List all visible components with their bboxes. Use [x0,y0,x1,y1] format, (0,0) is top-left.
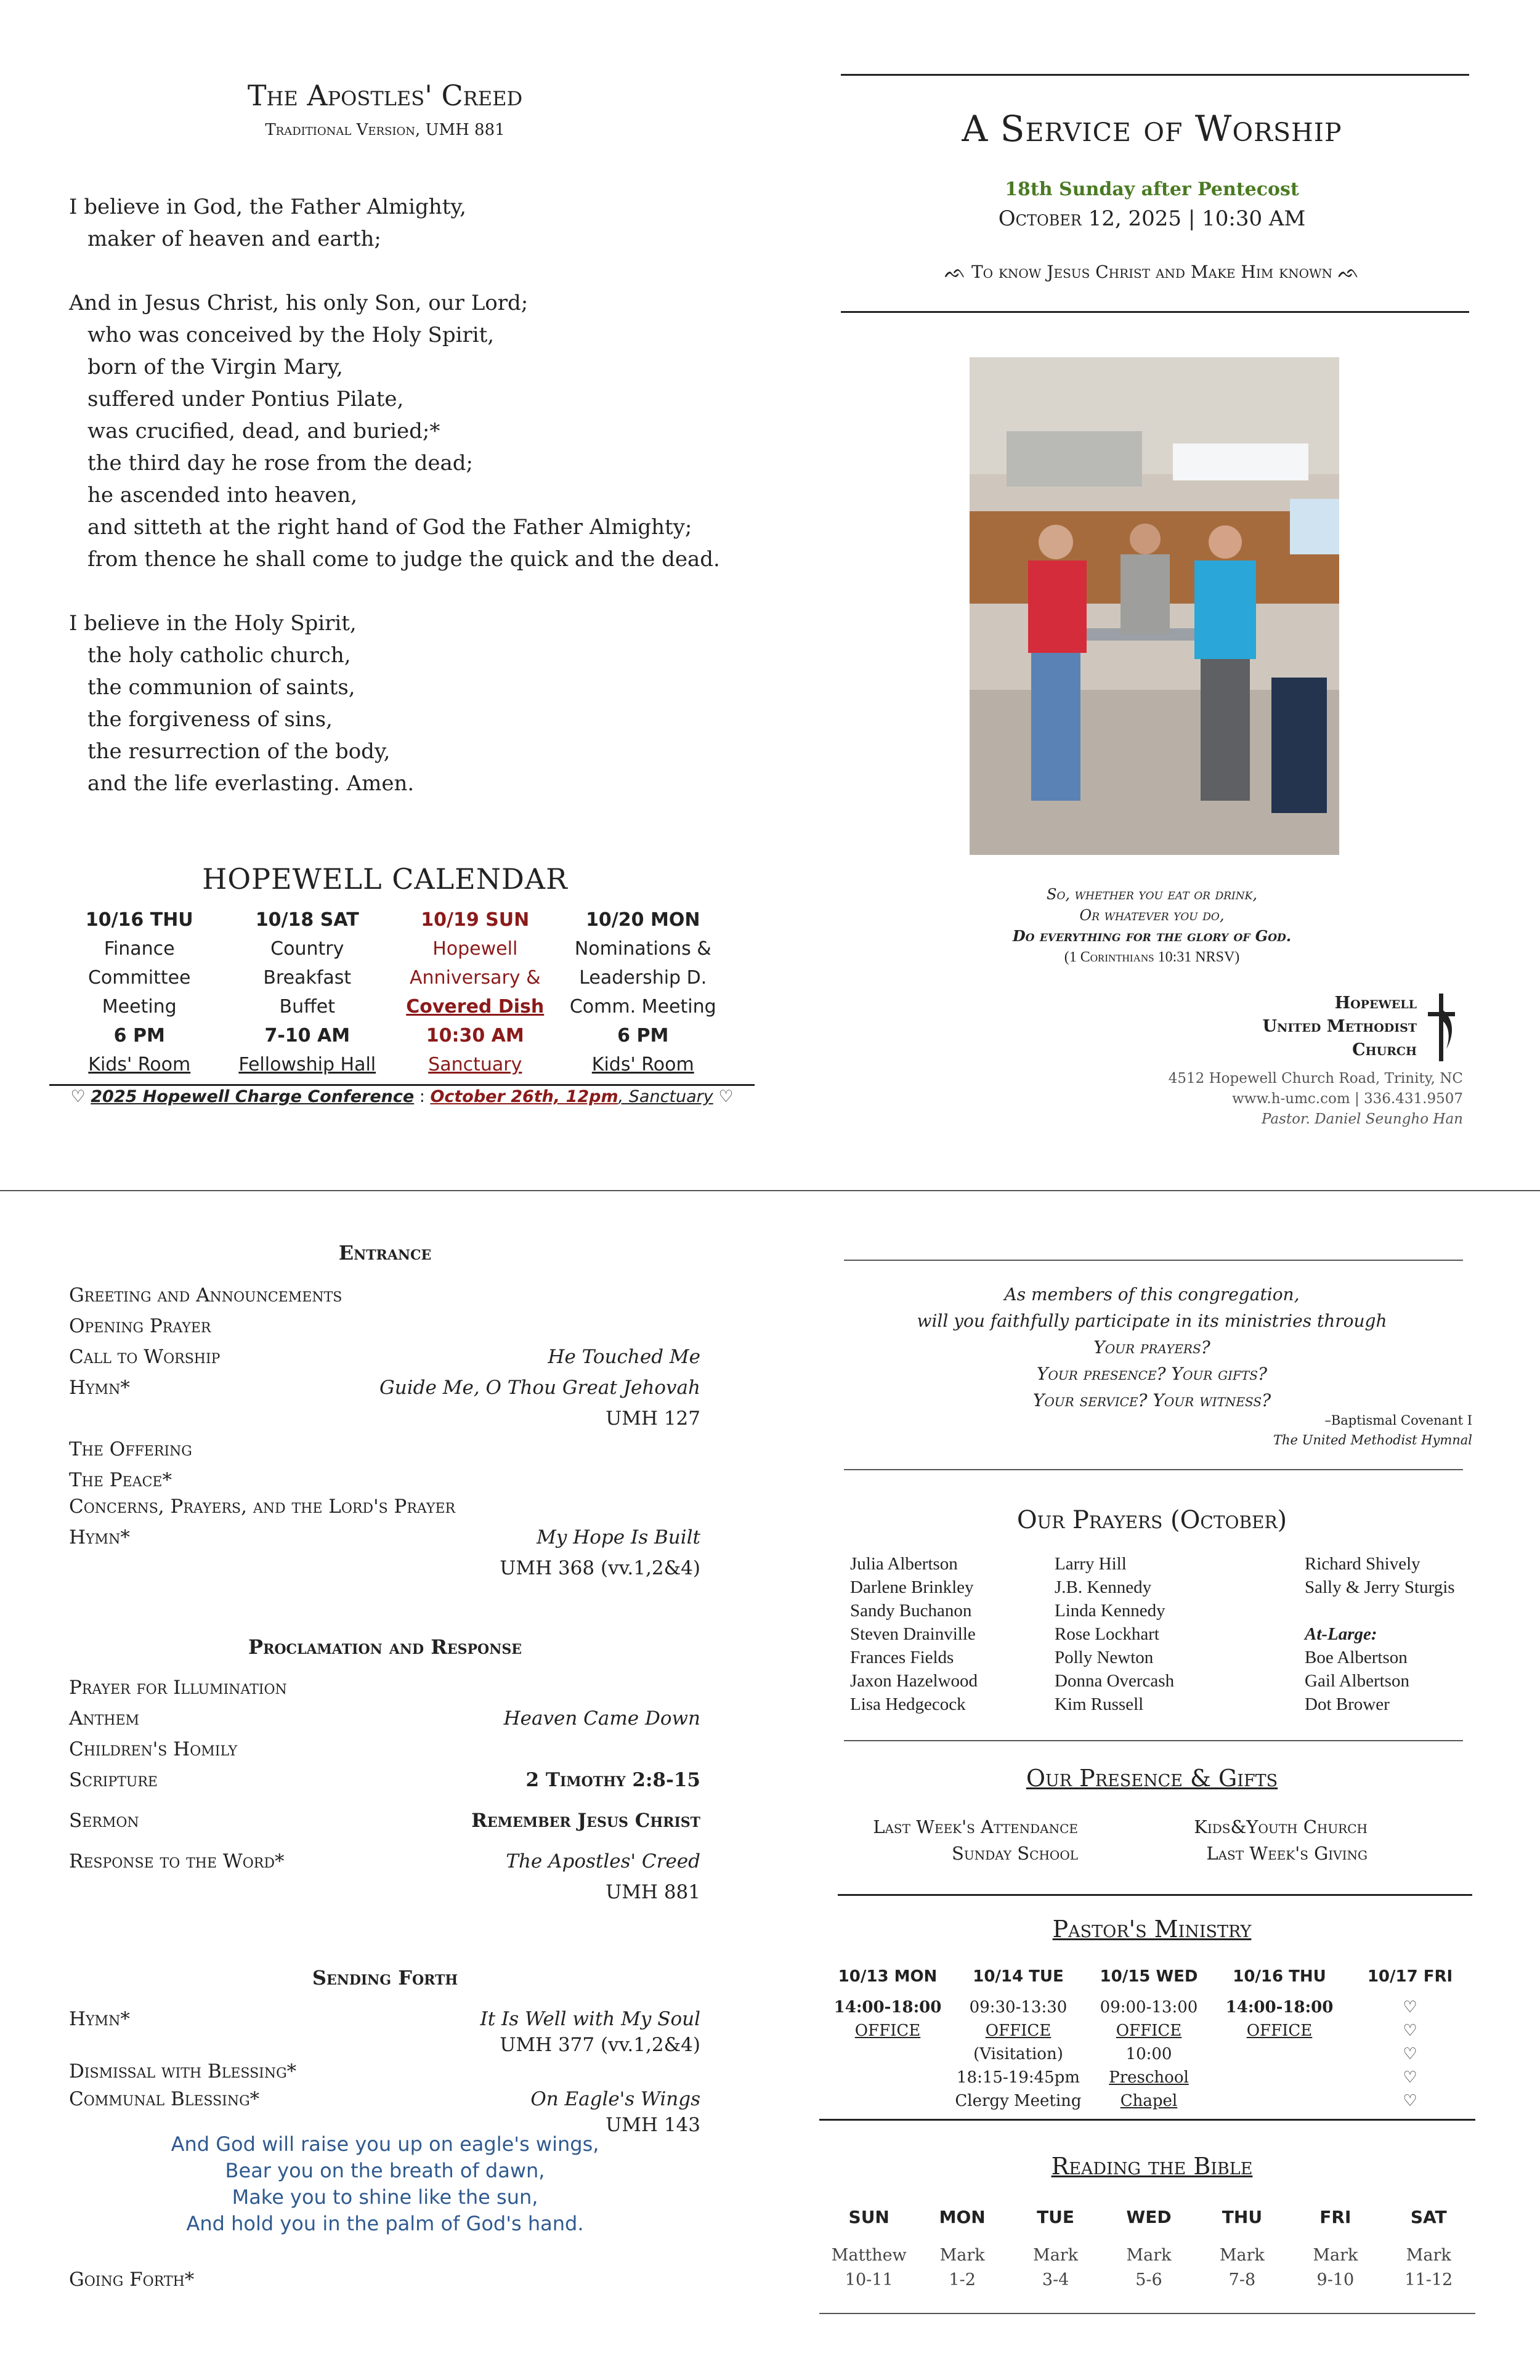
schedule-day [953,1965,1084,2113]
covenant-line: Your presence? Your gifts? [1037,1364,1267,1384]
church-address: 4512 Hopewell Church Road, Trinity, NC [1168,1071,1463,1087]
reading-bible-title: Reading the Bible [1051,2153,1253,2180]
item-label: Scripture [69,1769,158,1791]
prayer-name: Sandy Buchanon [850,1601,972,1621]
order-item [69,2008,700,2035]
schedule-line: Preschool [1109,2068,1189,2087]
service-title: A Service of Worship [962,108,1342,150]
prayer-name: Sally & Jerry Sturgis [1305,1577,1455,1597]
prayer-name: Larry Hill [1055,1554,1127,1574]
reading-chapters: 5-6 [1135,2270,1162,2289]
citation-line: The United Methodist Hymnal [1273,1433,1472,1447]
charge-conference-note [49,1087,755,1106]
order-item [69,2060,700,2087]
covenant-citation [1109,1411,1472,1450]
order-item [69,1557,700,1584]
item-label: Concerns, Prayers, and the Lord's Prayer [69,1496,456,1518]
item-label: Hymn* [69,1526,130,1548]
item-label: Prayer for Illumination [69,1677,287,1699]
order-item [69,1377,700,1404]
heart-icon: ♡ [1403,2068,1417,2087]
creed-line: And in Jesus Christ, his only Son, our Lord; [69,291,529,315]
section-entrance: Entrance [338,1241,432,1265]
heart-icon: ♡ [713,1087,734,1106]
pastor-schedule [822,1965,1475,2113]
reading-day-label: SAT [1410,2207,1447,2227]
schedule-line: (Visitation) [973,2045,1063,2063]
schedule-day [1084,1965,1214,2113]
reading-day [1289,2205,1382,2293]
order-item [69,1707,700,1734]
sermon-title: Remember Jesus Christ [471,1810,700,1832]
presence-label: Sunday School [952,1843,1078,1864]
item-detail: UMH 127 [606,1407,700,1430]
presence-gifts-title: Our Presence & Gifts [1026,1765,1278,1792]
prayer-name: Darlene Brinkley [850,1577,974,1597]
calendar-event [55,905,224,1079]
liturgical-date: 18th Sunday after Pentecost [1005,179,1299,200]
creed-line: I believe in God, the Father Almighty, [69,195,466,219]
reading-chapters: 7-8 [1228,2270,1256,2289]
event-line: Meeting [102,996,177,1018]
schedule-line: OFFICE [854,2022,921,2040]
event-line: Committee [87,967,191,989]
covenant-top-rule [844,1260,1463,1261]
prayer-list-column [1305,1552,1455,1716]
creed-line: the holy catholic church, [87,643,351,668]
presence-left [844,1814,1078,1867]
reading-book: Mark [1126,2246,1172,2265]
order-item [69,1469,700,1496]
presence-label: Kids&Youth Church [1194,1816,1368,1837]
creed-line: the communion of saints, [87,675,355,700]
item-label: Sermon [69,1810,139,1832]
event-time: 6 PM [113,1025,165,1046]
item-label: Call to Worship [69,1346,221,1368]
item-detail: He Touched Me [548,1346,700,1368]
reading-chapters: 11-12 [1404,2270,1453,2289]
order-item [69,1850,700,1877]
prayers-bottom-rule [844,1740,1463,1741]
calendar-grid [55,905,727,1079]
reading-day-label: WED [1126,2207,1172,2227]
pastor-bottom-rule [819,2119,1475,2121]
order-item [69,1810,700,1837]
prayer-name: Jaxon Hazelwood [850,1671,978,1691]
lyric-line: Make you to shine like the sun, [232,2185,538,2209]
reading-chapters: 10-11 [845,2270,893,2289]
cover-verse [832,884,1472,968]
order-item [69,1284,700,1311]
reading-day-label: TUE [1037,2207,1075,2227]
event-line: Finance [103,938,175,960]
item-label: The Offering [69,1438,192,1460]
creed-line: was crucified, dead, and buried;* [87,419,440,443]
calendar-divider [49,1084,755,1086]
item-label: Dismissal with Blessing* [69,2060,297,2082]
reading-day [1009,2205,1102,2293]
covenant-line: As members of this congregation, [1004,1284,1300,1305]
schedule-day-header: 10/16 THU [1233,1967,1326,1986]
section-sending-forth: Sending Forth [312,1966,458,1989]
item-detail: Heaven Came Down [503,1707,700,1730]
item-detail: Guide Me, O Thou Great Jehovah [379,1377,700,1399]
order-item [69,1407,700,1435]
prayer-name: Richard Shively [1305,1554,1420,1574]
prayer-name: Lisa Hedgecock [850,1694,966,1714]
creed-line: the resurrection of the body, [87,739,391,764]
citation-line: –Baptismal Covenant I [1324,1413,1472,1428]
reading-day-label: MON [939,2207,986,2227]
schedule-line: OFFICE [985,2022,1052,2040]
event-line: Leadership D. [579,967,707,989]
lyric-line: Bear you on the breath of dawn, [225,2159,545,2182]
item-label: Anthem [69,1707,140,1730]
heart-icon: ♡ [1403,2045,1417,2063]
creed-line: he ascended into heaven, [87,483,358,508]
creed-subtitle: Traditional Version, UMH 881 [265,121,505,139]
lyric-line: And God will raise you up on eagle's wings, [171,2132,599,2156]
item-label: Hymn* [69,2008,130,2030]
creed-line: maker of heaven and earth; [87,227,381,251]
item-detail: UMH 881 [606,1881,700,1903]
creed-line: who was conceived by the Holy Spirit, [87,323,495,347]
event-line: Buffet [279,996,335,1018]
schedule-line: 09:30-13:30 [969,1998,1068,2017]
eagle-wings-lyrics [0,2131,770,2237]
cross-and-flame-icon [1423,990,1460,1064]
prayer-name: Gail Albertson [1305,1671,1409,1691]
schedule-day [1214,1965,1345,2113]
event-time: 7-10 AM [264,1025,351,1046]
calendar-event [224,905,392,1079]
creed-line: the forgiveness of sins, [87,707,333,732]
order-item [69,1315,700,1342]
creed-line: born of the Virgin Mary, [87,355,343,379]
church-name-line: Church [1352,1040,1417,1059]
church-info [1109,1069,1463,1130]
order-item [69,1881,700,1908]
church-contact: www.h-umc.com | 336.431.9507 [1232,1091,1463,1107]
charge-where: , Sanctuary [618,1087,713,1106]
verse-line: So, whether you eat or drink, [1047,886,1257,903]
event-line: Comm. Meeting [569,996,716,1018]
covenant-line: will you faithfully participate in its ministries through [917,1311,1387,1331]
presence-label: Last Week's Giving [1206,1843,1368,1864]
covenant-line: Your prayers? [1093,1337,1210,1358]
schedule-line: Chapel [1120,2092,1178,2110]
presence-bottom-rule [838,1894,1472,1896]
lyric-line: And hold you in the palm of God's hand. [186,2212,584,2235]
item-detail: The Apostles' Creed [506,1850,700,1872]
item-label: Going Forth* [69,2269,195,2291]
verse-line: Do everything for the glory of God. [1012,927,1292,945]
reading-chapters: 9-10 [1316,2270,1355,2289]
item-label: Opening Prayer [69,1315,211,1337]
creed-line: and the life everlasting. Amen. [87,771,415,796]
order-item [69,1526,700,1553]
pastor-name: Pastor. Daniel Seungho Han [1261,1111,1463,1127]
prayer-name: Donna Overcash [1055,1671,1175,1691]
heart-icon: ♡ [1403,2092,1417,2110]
reading-day [1382,2205,1475,2293]
creed-line: the third day he rose from the dead; [87,451,473,476]
item-detail: UMH 368 (vv.1,2&4) [500,1557,700,1579]
schedule-line: 10:00 [1125,2045,1172,2063]
covenant-bottom-rule [844,1469,1463,1470]
creed-title: The Apostles' Creed [247,79,523,112]
schedule-line: OFFICE [1116,2022,1182,2040]
kitchen-photo [970,357,1339,855]
cover-top-rule [841,74,1469,76]
calendar-event [559,905,727,1079]
prayer-name: Julia Albertson [850,1554,958,1574]
item-label: Hymn* [69,1377,130,1399]
heart-icon: ♡ [1403,2022,1417,2040]
schedule-day-header: 10/15 WED [1100,1967,1198,1986]
reading-book: Mark [1313,2246,1358,2265]
event-date: 10/19 SUN [421,909,530,931]
order-item [69,1346,700,1373]
item-detail: UMH 377 (vv.1,2&4) [500,2034,700,2056]
reading-day-label: FRI [1319,2207,1352,2227]
presence-right [1164,1814,1368,1867]
event-time: 6 PM [617,1025,669,1046]
prayers-title: Our Prayers (October) [1016,1506,1287,1534]
baptismal-covenant [844,1281,1460,1414]
event-line: Nominations & [574,938,711,960]
prayer-name: Frances Fields [850,1648,954,1667]
event-date: 10/16 THU [85,909,193,931]
service-date: October 12, 2025 | 10:30 AM [998,206,1306,231]
reading-day [1196,2205,1289,2293]
item-detail: UMH 143 [606,2114,700,2136]
prayer-name: Linda Kennedy [1055,1601,1165,1621]
prayer-name: Polly Newton [1055,1648,1154,1667]
item-label: The Peace* [69,1469,172,1491]
item-detail: It Is Well with My Soul [480,2008,700,2030]
prayer-list-column [850,1552,978,1716]
event-time: 10:30 AM [426,1025,524,1046]
page-divider [0,1190,1540,1191]
bible-reading-plan [822,2205,1475,2293]
church-name [1238,992,1417,1062]
event-place: Fellowship Hall [238,1054,376,1075]
event-line: Covered Dish [406,996,545,1018]
reading-day-label: THU [1222,2207,1263,2227]
item-detail: My Hope Is Built [537,1526,700,1548]
order-item [69,1769,700,1796]
reading-book: Matthew [831,2246,907,2265]
creed-line: and sitteth at the right hand of God the Father Almighty; [87,515,692,540]
verse-reference: (1 Corinthians 10:31 NRSV) [1064,949,1240,965]
schedule-line: 09:00-13:00 [1100,1998,1198,2017]
order-item [69,1677,700,1704]
schedule-day [822,1965,953,2113]
item-label: Greeting and Announcements [69,1284,342,1306]
schedule-line: Clergy Meeting [955,2092,1082,2110]
prayer-name: Kim Russell [1055,1694,1144,1714]
event-line: Country [270,938,344,960]
item-label: Communal Blessing* [69,2088,260,2110]
schedule-day [1345,1965,1475,2113]
prayer-name: Dot Brower [1305,1694,1390,1714]
church-name-line: Hopewell [1334,994,1417,1013]
order-item [69,2269,700,2296]
creed-line: from thence he shall come to judge the quick and the dead. [87,547,720,572]
cover-bottom-rule [841,311,1469,313]
reading-book: Mark [1406,2246,1451,2265]
reading-book: Mark [1219,2246,1265,2265]
at-large-label: At-Large: [1305,1624,1377,1644]
creed-line: I believe in the Holy Spirit, [69,611,357,636]
schedule-day-header: 10/14 TUE [973,1967,1064,1986]
charge-when: October 26th, 12pm [430,1087,618,1106]
church-name-line: United Methodist [1262,1017,1417,1036]
covenant-line: Your service? Your witness? [1032,1390,1271,1411]
reading-chapters: 1-2 [949,2270,976,2289]
verse-line: Or whatever you do, [1079,907,1225,924]
reading-book: Mark [1033,2246,1079,2265]
item-label: Response to the Word* [69,1850,285,1872]
schedule-line: OFFICE [1246,2022,1313,2040]
order-item [69,1738,700,1765]
calendar-event [391,905,559,1079]
reading-day [1102,2205,1195,2293]
event-place: Kids' Room [591,1054,694,1075]
prayer-list-column [1055,1552,1174,1716]
creed-line: suffered under Pontius Pilate, [87,387,404,411]
event-date: 10/18 SAT [255,909,359,931]
prayer-name: Boe Albertson [1305,1648,1408,1667]
prayer-name: Rose Lockhart [1055,1624,1159,1644]
creed-text [69,191,720,799]
schedule-line: 18:15-19:45pm [957,2068,1080,2087]
calendar-title: HOPEWELL CALENDAR [202,862,568,896]
event-place: Kids' Room [88,1054,191,1075]
schedule-day-header: 10/13 MON [838,1967,938,1986]
scripture-reference: 2 Timothy 2:8-15 [525,1769,700,1791]
item-detail: On Eagle's Wings [530,2088,700,2110]
pastors-ministry-title: Pastor's Ministry [1052,1916,1252,1943]
heart-icon: ♡ [1403,1998,1417,2017]
event-date: 10/20 MON [586,909,700,931]
reading-day [822,2205,915,2293]
schedule-day-header: 10/17 FRI [1367,1967,1453,1986]
event-line: Anniversary & [410,967,541,989]
order-item [69,1496,700,1523]
reading-book: Mark [939,2246,985,2265]
item-label: Children's Homily [69,1738,238,1760]
event-line: Hopewell [432,938,518,960]
reading-day [915,2205,1008,2293]
order-item [69,1438,700,1465]
event-line: Breakfast [263,967,352,989]
church-motto: ᨒ To know Jesus Christ and Make Him known ᨒ [944,262,1360,282]
order-item [69,2088,700,2115]
reading-chapters: 3-4 [1042,2270,1069,2289]
section-proclamation: Proclamation and Response [248,1635,522,1659]
prayer-name: Steven Drainville [850,1624,976,1644]
separator: : [414,1087,431,1106]
heart-icon: ♡ [70,1087,91,1106]
bible-bottom-rule [819,2313,1475,2314]
prayer-name: J.B. Kennedy [1055,1577,1152,1597]
charge-event: 2025 Hopewell Charge Conference [91,1087,415,1106]
cover-photo [970,357,1339,855]
order-item [69,2034,700,2061]
reading-day-label: SUN [848,2207,890,2227]
schedule-line: 14:00-18:00 [833,1998,942,2017]
presence-label: Last Week's Attendance [873,1816,1078,1837]
schedule-line: 14:00-18:00 [1225,1998,1334,2017]
event-place: Sanctuary [428,1054,522,1075]
